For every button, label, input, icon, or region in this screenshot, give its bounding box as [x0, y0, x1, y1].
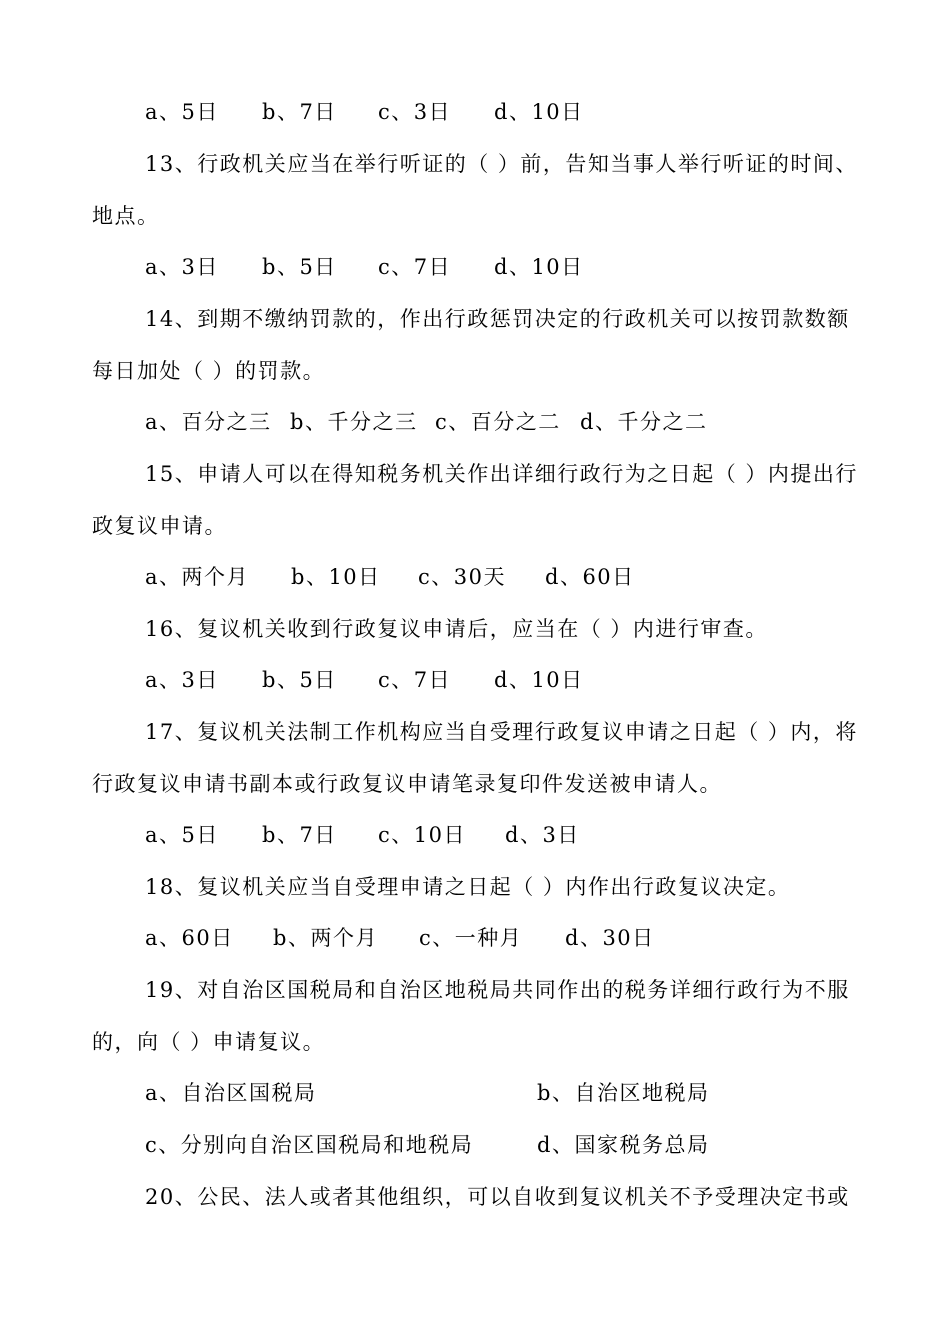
option: a、3日: [145, 668, 219, 692]
question-text-continued: 地点。: [92, 204, 160, 228]
option: d、30日: [565, 926, 655, 950]
option: c、一种月: [419, 926, 523, 950]
question-text: 14、到期不缴纳罚款的，作出行政惩罚决定的行政机关可以按罚款数额: [145, 307, 850, 331]
question-text: 20、公民、法人或者其他组织，可以自收到复议机关不予受理决定书或: [145, 1185, 850, 1209]
option: c、分别向自治区国税局和地税局: [145, 1133, 474, 1157]
question-text: 15、申请人可以在得知税务机关作出详细行政行为之日起（ ）内提出行: [145, 462, 858, 486]
option: a、3日: [145, 255, 219, 279]
option: b、千分之三: [290, 410, 418, 434]
options-row: [145, 99, 584, 125]
option: c、3日: [378, 100, 452, 124]
option: c、30天: [418, 565, 506, 589]
options-row: [145, 822, 580, 848]
option: b、自治区地税局: [537, 1081, 710, 1105]
options-row: [145, 564, 635, 590]
option: c、百分之二: [435, 410, 561, 434]
option: a、百分之三: [145, 410, 272, 434]
option: d、国家税务总局: [537, 1133, 710, 1157]
option: c、7日: [378, 668, 452, 692]
option: b、7日: [262, 823, 337, 847]
option: c、7日: [378, 255, 452, 279]
question-text: 17、复议机关法制工作机构应当自受理行政复议申请之日起（ ）内，将: [145, 720, 858, 744]
option: b、两个月: [273, 926, 378, 950]
option: a、自治区国税局: [145, 1081, 317, 1105]
option: d、60日: [545, 565, 635, 589]
option: c、10日: [378, 823, 466, 847]
question-text: 18、复议机关应当自受理申请之日起（ ）内作出行政复议决定。: [145, 875, 791, 899]
question-text: 16、复议机关收到行政复议申请后，应当在（ ）内进行审查。: [145, 617, 768, 641]
options-row: [145, 409, 707, 435]
option: b、5日: [262, 255, 337, 279]
options-row: [145, 1080, 709, 1106]
option: d、10日: [494, 255, 584, 279]
option: d、10日: [494, 668, 584, 692]
option: d、3日: [505, 823, 580, 847]
option: b、7日: [262, 100, 337, 124]
option: b、5日: [262, 668, 337, 692]
option: d、千分之二: [580, 410, 708, 434]
options-row: [145, 667, 584, 693]
option: a、5日: [145, 100, 219, 124]
options-row: [145, 1132, 709, 1158]
question-text-continued: 每日加处（ ）的罚款。: [92, 359, 326, 383]
question-text-continued: 行政复议申请书副本或行政复议申请笔录复印件发送被申请人。: [92, 772, 722, 796]
options-row: [145, 925, 655, 951]
option: b、10日: [291, 565, 381, 589]
question-text-continued: 政复议申请。: [92, 514, 227, 538]
option: a、60日: [145, 926, 234, 950]
question-text: 13、行政机关应当在举行听证的（ ）前，告知当事人举行听证的时间、: [145, 152, 858, 176]
options-row: [145, 254, 584, 280]
option: a、5日: [145, 823, 219, 847]
question-text: 19、对自治区国税局和自治区地税局共同作出的税务详细行政行为不服: [145, 978, 850, 1002]
option: a、两个月: [145, 565, 250, 589]
question-text-continued: 的，向（ ）申请复议。: [92, 1030, 326, 1054]
option: d、10日: [494, 100, 584, 124]
